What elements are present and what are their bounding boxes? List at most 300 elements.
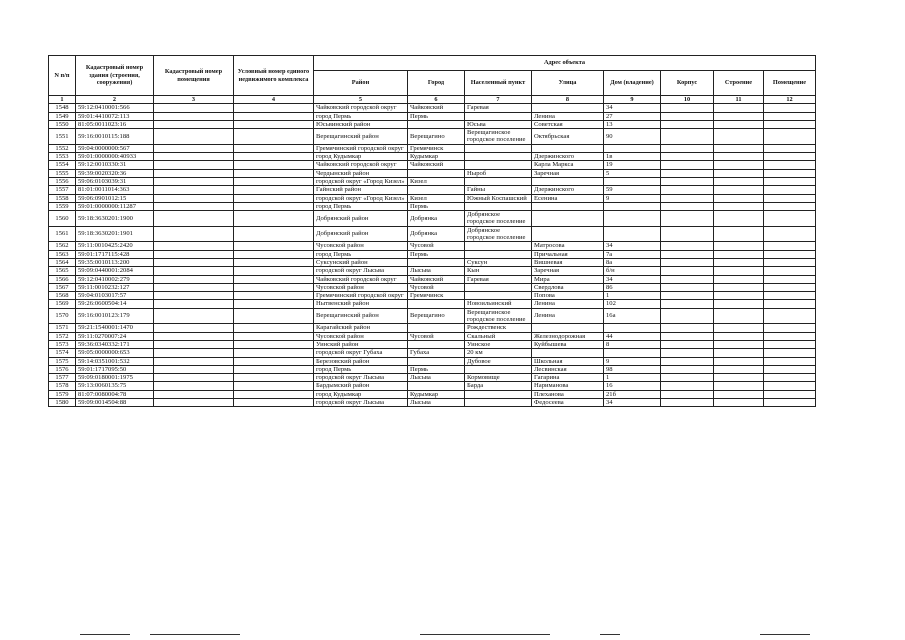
building-cell [714,275,764,283]
korpus-cell [661,202,714,210]
table-row [49,144,816,152]
district-cell: Верещагинский район [314,308,408,324]
room-cadastral [154,374,234,382]
room-cell [764,267,816,275]
table-row [49,112,816,120]
locality-cell [465,153,532,161]
street-cell [532,202,604,210]
room-cell [764,340,816,348]
city-cell: Кизел [408,194,465,202]
street-cell: Причальная [532,250,604,258]
row-number: 1563 [49,250,76,258]
street-cell [532,349,604,357]
city-cell: Пермь [408,365,465,373]
cadastral-number: 59:09:0440001:2084 [76,267,154,275]
room-cell [764,226,816,242]
building-cell [714,202,764,210]
house-cell: 7а [604,250,661,258]
room-cadastral [154,186,234,194]
room-cell [764,374,816,382]
row-number: 1552 [49,144,76,152]
conditional-number [234,365,314,373]
house-cell: 9 [604,357,661,365]
korpus-cell [661,250,714,258]
building-cell [714,226,764,242]
building-cell [714,211,764,227]
conditional-number [234,120,314,128]
locality-cell [465,202,532,210]
room-cell [764,153,816,161]
street-cell: Ленина [532,112,604,120]
table-row [49,161,816,169]
locality-cell: Добрянское городское поселение [465,211,532,227]
table-row [49,300,816,308]
locality-cell: Южный Коспашский [465,194,532,202]
header-cadastral-building: Кадастровый номер здания (строения, сооружения) [76,56,154,96]
room-cadastral [154,112,234,120]
row-number: 1550 [49,120,76,128]
city-cell: Пермь [408,250,465,258]
locality-cell [465,292,532,300]
house-cell: 1в [604,153,661,161]
locality-cell [465,112,532,120]
row-number: 1548 [49,104,76,112]
city-cell: Добрянка [408,226,465,242]
korpus-cell [661,308,714,324]
room-cell [764,324,816,332]
room-cell [764,120,816,128]
locality-cell: Суксун [465,258,532,266]
city-cell: Кудымкар [408,390,465,398]
room-cadastral [154,194,234,202]
room-cell [764,258,816,266]
street-cell [532,211,604,227]
column-number-cell: 6 [408,96,465,104]
locality-cell: Дубовое [465,357,532,365]
street-cell: Куйбышева [532,340,604,348]
table-body [49,104,816,407]
street-cell [532,177,604,185]
house-cell: 102 [604,300,661,308]
cadastral-number: 59:11:0270007:24 [76,332,154,340]
room-cell [764,365,816,373]
conditional-number [234,194,314,202]
district-cell: Чайковский городской округ [314,275,408,283]
building-cell [714,250,764,258]
document-sheet [48,55,815,578]
row-number: 1553 [49,153,76,161]
room-cadastral [154,349,234,357]
city-cell: Чайковский [408,104,465,112]
street-cell [532,144,604,152]
cadastral-number: 59:01:4410072:113 [76,112,154,120]
house-cell: 16а [604,308,661,324]
room-cell [764,211,816,227]
district-cell: городской округ Лысьва [314,267,408,275]
cadastral-number: 59:26:0600504:14 [76,300,154,308]
row-number: 1574 [49,349,76,357]
district-cell: Чусовской район [314,332,408,340]
korpus-cell [661,242,714,250]
row-number: 1561 [49,226,76,242]
city-cell: Чусовой [408,242,465,250]
cadastral-number: 59:35:0010113:200 [76,258,154,266]
house-cell: 34 [604,104,661,112]
row-number: 1565 [49,267,76,275]
street-cell: Плеханова [532,390,604,398]
house-cell: 34 [604,398,661,406]
locality-cell [465,242,532,250]
street-cell: Дзержинского [532,153,604,161]
header-district: Район [314,71,408,96]
room-cadastral [154,144,234,152]
table-row [49,202,816,210]
korpus-cell [661,177,714,185]
room-cadastral [154,267,234,275]
city-cell: Чайковский [408,161,465,169]
locality-cell [465,161,532,169]
district-cell: Чусовской район [314,242,408,250]
house-cell: 1 [604,374,661,382]
house-cell: 8 [604,340,661,348]
street-cell: Лесвинская [532,365,604,373]
room-cadastral [154,390,234,398]
city-cell: Пермь [408,202,465,210]
room-cell [764,308,816,324]
district-cell: Чердынский район [314,169,408,177]
district-cell: Гайнский район [314,186,408,194]
street-cell: Есенина [532,194,604,202]
conditional-number [234,112,314,120]
row-number: 1580 [49,398,76,406]
table-row [49,332,816,340]
room-cadastral [154,242,234,250]
locality-cell [465,365,532,373]
conditional-number [234,258,314,266]
column-number-cell: 5 [314,96,408,104]
house-cell: 1 [604,292,661,300]
room-cell [764,186,816,194]
locality-cell [465,144,532,152]
street-cell: Ленина [532,300,604,308]
room-cell [764,129,816,145]
street-cell: Попова [532,292,604,300]
conditional-number [234,186,314,194]
room-cell [764,104,816,112]
city-cell [408,169,465,177]
city-cell: Лысьва [408,398,465,406]
conditional-number [234,357,314,365]
building-cell [714,324,764,332]
locality-cell: Юсьва [465,120,532,128]
conditional-number [234,349,314,357]
korpus-cell [661,283,714,291]
house-cell [604,211,661,227]
locality-cell: Гаревая [465,104,532,112]
building-cell [714,169,764,177]
column-number-cell: 7 [465,96,532,104]
table-row [49,308,816,324]
footer-rule [760,634,810,635]
building-cell [714,177,764,185]
city-cell: Добрянка [408,211,465,227]
house-cell [604,226,661,242]
locality-cell: Рождественск [465,324,532,332]
korpus-cell [661,144,714,152]
room-cadastral [154,120,234,128]
header-address-group: Адрес объекта [314,56,816,71]
house-cell [604,349,661,357]
conditional-number [234,211,314,227]
district-cell: город Пермь [314,202,408,210]
header-building: Строение [714,71,764,96]
cadastral-number: 59:18:3630201:1900 [76,211,154,227]
building-cell [714,365,764,373]
conditional-number [234,267,314,275]
table-header [49,56,816,104]
table-row [49,324,816,332]
cadastral-number: 59:12:0010330:31 [76,161,154,169]
cadastral-number: 59:06:0103039:31 [76,177,154,185]
row-number: 1577 [49,374,76,382]
header-korpus: Корпус [661,71,714,96]
column-number-cell: 1 [49,96,76,104]
table-row [49,242,816,250]
row-number: 1556 [49,177,76,185]
footer-rule [150,634,240,635]
header-cadastral-room: Кадастровый номер помещения [154,56,234,96]
footer-rule [600,634,620,635]
table-row [49,194,816,202]
cadastral-number: 59:16:0010115:188 [76,129,154,145]
district-cell: городской округ «Город Кизел» [314,194,408,202]
row-number: 1555 [49,169,76,177]
conditional-number [234,275,314,283]
room-cell [764,161,816,169]
cadastral-number: 59:18:3630201:1901 [76,226,154,242]
district-cell: Юсьвинский район [314,120,408,128]
korpus-cell [661,398,714,406]
room-cadastral [154,169,234,177]
conditional-number [234,177,314,185]
row-number: 1567 [49,283,76,291]
locality-cell: Гайны [465,186,532,194]
street-cell: Вишневая [532,258,604,266]
house-cell [604,324,661,332]
city-cell: Чусовой [408,283,465,291]
row-number: 1558 [49,194,76,202]
korpus-cell [661,112,714,120]
room-cadastral [154,129,234,145]
building-cell [714,308,764,324]
cadastral-number: 59:05:0000000:653 [76,349,154,357]
district-cell: Уинский район [314,340,408,348]
locality-cell [465,177,532,185]
locality-cell [465,250,532,258]
table-row [49,283,816,291]
cadastral-number: 59:09:0014504:88 [76,398,154,406]
row-number: 1568 [49,292,76,300]
building-cell [714,357,764,365]
house-cell: 27 [604,112,661,120]
district-cell: Чайковский городской округ [314,161,408,169]
room-cadastral [154,258,234,266]
row-number: 1560 [49,211,76,227]
district-cell: Добрянский район [314,211,408,227]
korpus-cell [661,292,714,300]
city-cell [408,357,465,365]
table-row [49,292,816,300]
row-number: 1573 [49,340,76,348]
room-cadastral [154,283,234,291]
room-cadastral [154,161,234,169]
conditional-number [234,161,314,169]
cadastral-number: 59:12:0410002:279 [76,275,154,283]
city-cell: Верещагино [408,129,465,145]
korpus-cell [661,349,714,357]
room-cell [764,169,816,177]
house-cell: 34 [604,275,661,283]
city-cell: Верещагино [408,308,465,324]
city-cell: Гремячинск [408,292,465,300]
table-row [49,177,816,185]
column-number-row [49,96,816,104]
conditional-number [234,226,314,242]
cadastral-number: 59:16:0010123:179 [76,308,154,324]
street-cell: Советская [532,120,604,128]
house-cell: 90 [604,129,661,145]
district-cell: Суксунский район [314,258,408,266]
cadastral-number: 59:11:0010232:127 [76,283,154,291]
korpus-cell [661,120,714,128]
conditional-number [234,382,314,390]
room-cadastral [154,275,234,283]
house-cell [604,144,661,152]
building-cell [714,153,764,161]
cadastral-number: 59:01:1717095:50 [76,365,154,373]
conditional-number [234,153,314,161]
cadastral-number: 59:04:0000000:567 [76,144,154,152]
table-row [49,153,816,161]
street-cell: Дзержинского [532,186,604,194]
city-cell [408,186,465,194]
header-num: N п/п [49,56,76,96]
footer-rule [420,634,550,635]
korpus-cell [661,374,714,382]
district-cell: Чусовской район [314,283,408,291]
district-cell: Добрянский район [314,226,408,242]
building-cell [714,242,764,250]
table-row [49,275,816,283]
house-cell: 34 [604,242,661,250]
conditional-number [234,169,314,177]
table-row [49,120,816,128]
house-cell: 9 [604,194,661,202]
table-row [49,349,816,357]
row-number: 1570 [49,308,76,324]
property-register-table [48,55,816,407]
row-number: 1559 [49,202,76,210]
cadastral-number: 59:09:0180001:1975 [76,374,154,382]
table-row [49,186,816,194]
street-cell: Заречная [532,169,604,177]
city-cell: Губаха [408,349,465,357]
conditional-number [234,390,314,398]
row-number: 1564 [49,258,76,266]
building-cell [714,104,764,112]
table-row [49,374,816,382]
room-cadastral [154,308,234,324]
building-cell [714,112,764,120]
room-cell [764,275,816,283]
locality-cell: Добрянское городское поселение [465,226,532,242]
korpus-cell [661,275,714,283]
street-cell: Мира [532,275,604,283]
locality-cell: Кын [465,267,532,275]
room-cell [764,242,816,250]
house-cell: 5 [604,169,661,177]
city-cell: Чайковский [408,275,465,283]
street-cell: Школьная [532,357,604,365]
room-cadastral [154,226,234,242]
building-cell [714,340,764,348]
korpus-cell [661,340,714,348]
korpus-cell [661,382,714,390]
row-number: 1575 [49,357,76,365]
room-cadastral [154,382,234,390]
building-cell [714,283,764,291]
korpus-cell [661,258,714,266]
street-cell: Гагарина [532,374,604,382]
locality-cell: Верещагинское городское поселение [465,129,532,145]
conditional-number [234,308,314,324]
cadastral-number: 59:01:1717115:428 [76,250,154,258]
street-cell [532,324,604,332]
conditional-number [234,144,314,152]
table-row [49,382,816,390]
korpus-cell [661,153,714,161]
locality-cell: Кормовище [465,374,532,382]
cadastral-number: 59:39:0020320:36 [76,169,154,177]
building-cell [714,382,764,390]
row-number: 1554 [49,161,76,169]
locality-cell: Барда [465,382,532,390]
locality-cell: Гаревая [465,275,532,283]
column-number-cell: 2 [76,96,154,104]
korpus-cell [661,211,714,227]
room-cadastral [154,398,234,406]
street-cell: Матросова [532,242,604,250]
room-cadastral [154,104,234,112]
locality-cell [465,390,532,398]
building-cell [714,390,764,398]
conditional-number [234,398,314,406]
street-cell: Заречная [532,267,604,275]
street-cell [532,226,604,242]
cadastral-number: 59:11:0010425:2420 [76,242,154,250]
building-cell [714,144,764,152]
cadastral-number: 59:01:0000000:11287 [76,202,154,210]
district-cell: городской округ Лысьва [314,398,408,406]
district-cell: город Кудымкар [314,153,408,161]
row-number: 1549 [49,112,76,120]
conditional-number [234,332,314,340]
building-cell [714,129,764,145]
building-cell [714,332,764,340]
korpus-cell [661,169,714,177]
korpus-cell [661,300,714,308]
cadastral-number: 81:05:0011023:16 [76,120,154,128]
